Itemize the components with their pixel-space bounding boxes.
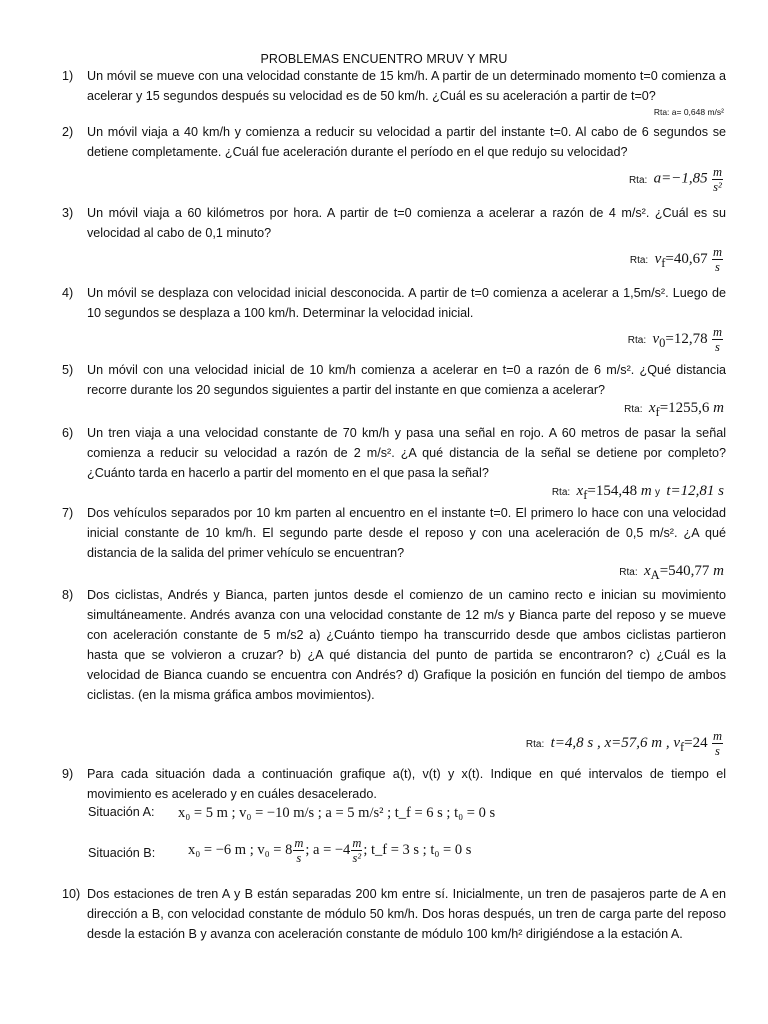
problem-1 bbox=[62, 66, 726, 106]
problem-8 bbox=[62, 585, 726, 705]
problem-number: 2) bbox=[62, 125, 74, 139]
page-title: PROBLEMAS ENCUENTRO MRUV Y MRU bbox=[260, 52, 508, 66]
problem-text: Dos ciclistas, Andrés y Bianca, parten juntos desde el comienzo de un camino recto e inician su movimiento simultáneamente. Andrés avanza con una velocidad constante de 12 m/s y Bianca parte del reposo y se mueve con aceleración constante de 5 m/s2 a) ¿Cuánto tiempo ha transcurrido desde que ambos ciclistas partieron hasta que se volvieron a cruzar? b) ¿A qué distancia del punto de partida se encontraron? c) ¿Cuál es la velocidad de Bianca cuando se encuentra con Andrés? d) Grafique la posición en función del tiempo de ambos ciclistas. (en la misma gráfica ambos movimientos). bbox=[87, 588, 726, 702]
problem-5 bbox=[62, 360, 726, 400]
problem-9 bbox=[62, 764, 726, 804]
problem-text: Un móvil viaja a 40 km/h y comienza a reducir su velocidad a partir del instante t=0. Al cabo de 6 segundos se detiene completamente. ¿Cuál fue aceleración durante el período en el que redujo su velocidad? bbox=[87, 125, 726, 159]
answer-7: Rta: $x_A=540,77$ m bbox=[619, 563, 724, 582]
problem-text: Un móvil viaja a 60 kilómetros por hora. A partir de t=0 comienza a acelerar a razón de 4 m/s². ¿Cuál es su velocidad al cabo de 0,1 minuto? bbox=[87, 206, 726, 240]
situation-b-values: x₀ = −6 m ; v₀ = 8 $\frac{m}{s}$ ; a = −4 $\frac{m}{\text{s²}}$ ; t_f = 3 s ; t₀ = 0 s bbox=[188, 836, 472, 865]
problem-6 bbox=[62, 423, 726, 483]
problem-10 bbox=[62, 884, 726, 944]
problem-text: Un móvil se desplaza con velocidad inicial desconocida. A partir de t=0 comienza a acelerar a 1,5m/s². Luego de 10 segundos se desplaza a 100 km/h. Determinar la velocidad inicial. bbox=[87, 286, 726, 320]
problem-number: 7) bbox=[62, 506, 74, 520]
problem-7 bbox=[62, 503, 726, 563]
problem-text: Dos estaciones de tren A y B están separadas 200 km entre sí. Inicialmente, un tren de pasajeros parte de A en dirección a B, con velocidad constante de módulo 50 km/h. Dos horas después, un tren de carga parte del reposo desde la estación B y avanza con aceleración constante de módulo 100 km/h² dirigiéndose a la estación A. bbox=[87, 887, 726, 941]
problem-text: Para cada situación dada a continuación grafique a(t), v(t) y x(t). Indique en qué intervalos de tiempo el movimiento es acelerado y en cuáles desacelerado. bbox=[87, 767, 726, 801]
situation-b-label: Situación B: bbox=[88, 846, 156, 860]
problem-text: Un móvil con una velocidad inicial de 10 km/h comienza a acelerar en t=0 a razón de 6 m/s². ¿Qué distancia recorre durante los 20 segundos siguientes a partir del instante en que comienza a acelerar? bbox=[87, 363, 726, 397]
problem-number: 9) bbox=[62, 767, 74, 781]
problem-3 bbox=[62, 203, 726, 243]
problem-text: Un móvil se mueve con una velocidad constante de 15 km/h. A partir de un determinado momento t=0 comienza a acelerar y 15 segundos después su velocidad es de 50 km/h. ¿Cuál es su aceleración a partir de t=0? bbox=[87, 69, 726, 103]
problem-4 bbox=[62, 283, 726, 323]
problem-number: 8) bbox=[62, 588, 74, 602]
situation-a-label: Situación A: bbox=[88, 805, 155, 819]
answer-3: Rta: $v_f=40,67$ $\frac{m}{s}$ bbox=[629, 245, 722, 274]
answer-5: Rta: $x_f=1255,6$ m bbox=[624, 400, 724, 419]
problem-number: 4) bbox=[62, 286, 74, 300]
situation-a-values: x₀ = 5 m ; v₀ = −10 m/s ; a = 5 m/s² ; t_f = 6 s ; t₀ = 0 s bbox=[178, 805, 496, 821]
problem-2 bbox=[62, 122, 726, 162]
answer-4: Rta: $v_0=12,78$ $\frac{m}{s}$ bbox=[627, 325, 722, 354]
answer-1: Rta: a= 0,648 m/s² bbox=[653, 107, 724, 117]
problem-text: Un tren viaja a una velocidad constante de 70 km/h y pasa una señal en rojo. A 60 metros de pasar la señal comienza a reducir su velocidad a razón de 2 m/s². ¿A qué distancia de la señal se detiene por completo? ¿Cuánto tarda en hacerlo a partir del momento en el que pasa la señal? bbox=[87, 426, 726, 480]
problem-text: Dos vehículos separados por 10 km parten al encuentro en el instante t=0. El primero lo hace con una velocidad inicial constante de 10 km/h. El segundo parte desde el reposo y con una aceleración de 0,5 m/s². ¿A qué distancia de la salida del primer vehículo se encuentran? bbox=[87, 506, 726, 560]
problem-number: 10) bbox=[62, 887, 81, 901]
problem-number: 5) bbox=[62, 363, 74, 377]
answer-6: Rta: $x_f=154,48$ m y t=12,81 s bbox=[551, 483, 724, 502]
problem-number: 1) bbox=[62, 69, 74, 83]
problem-number: 3) bbox=[62, 206, 74, 220]
answer-2: Rta: a=−1,85 $\frac{m}{\text{s²}}$ bbox=[628, 165, 722, 194]
answer-8: Rta: t=4,8 s , x=57,6 m , $v_f=24$ $\frac{m}{s}$ bbox=[525, 729, 722, 758]
problem-number: 6) bbox=[62, 426, 74, 440]
